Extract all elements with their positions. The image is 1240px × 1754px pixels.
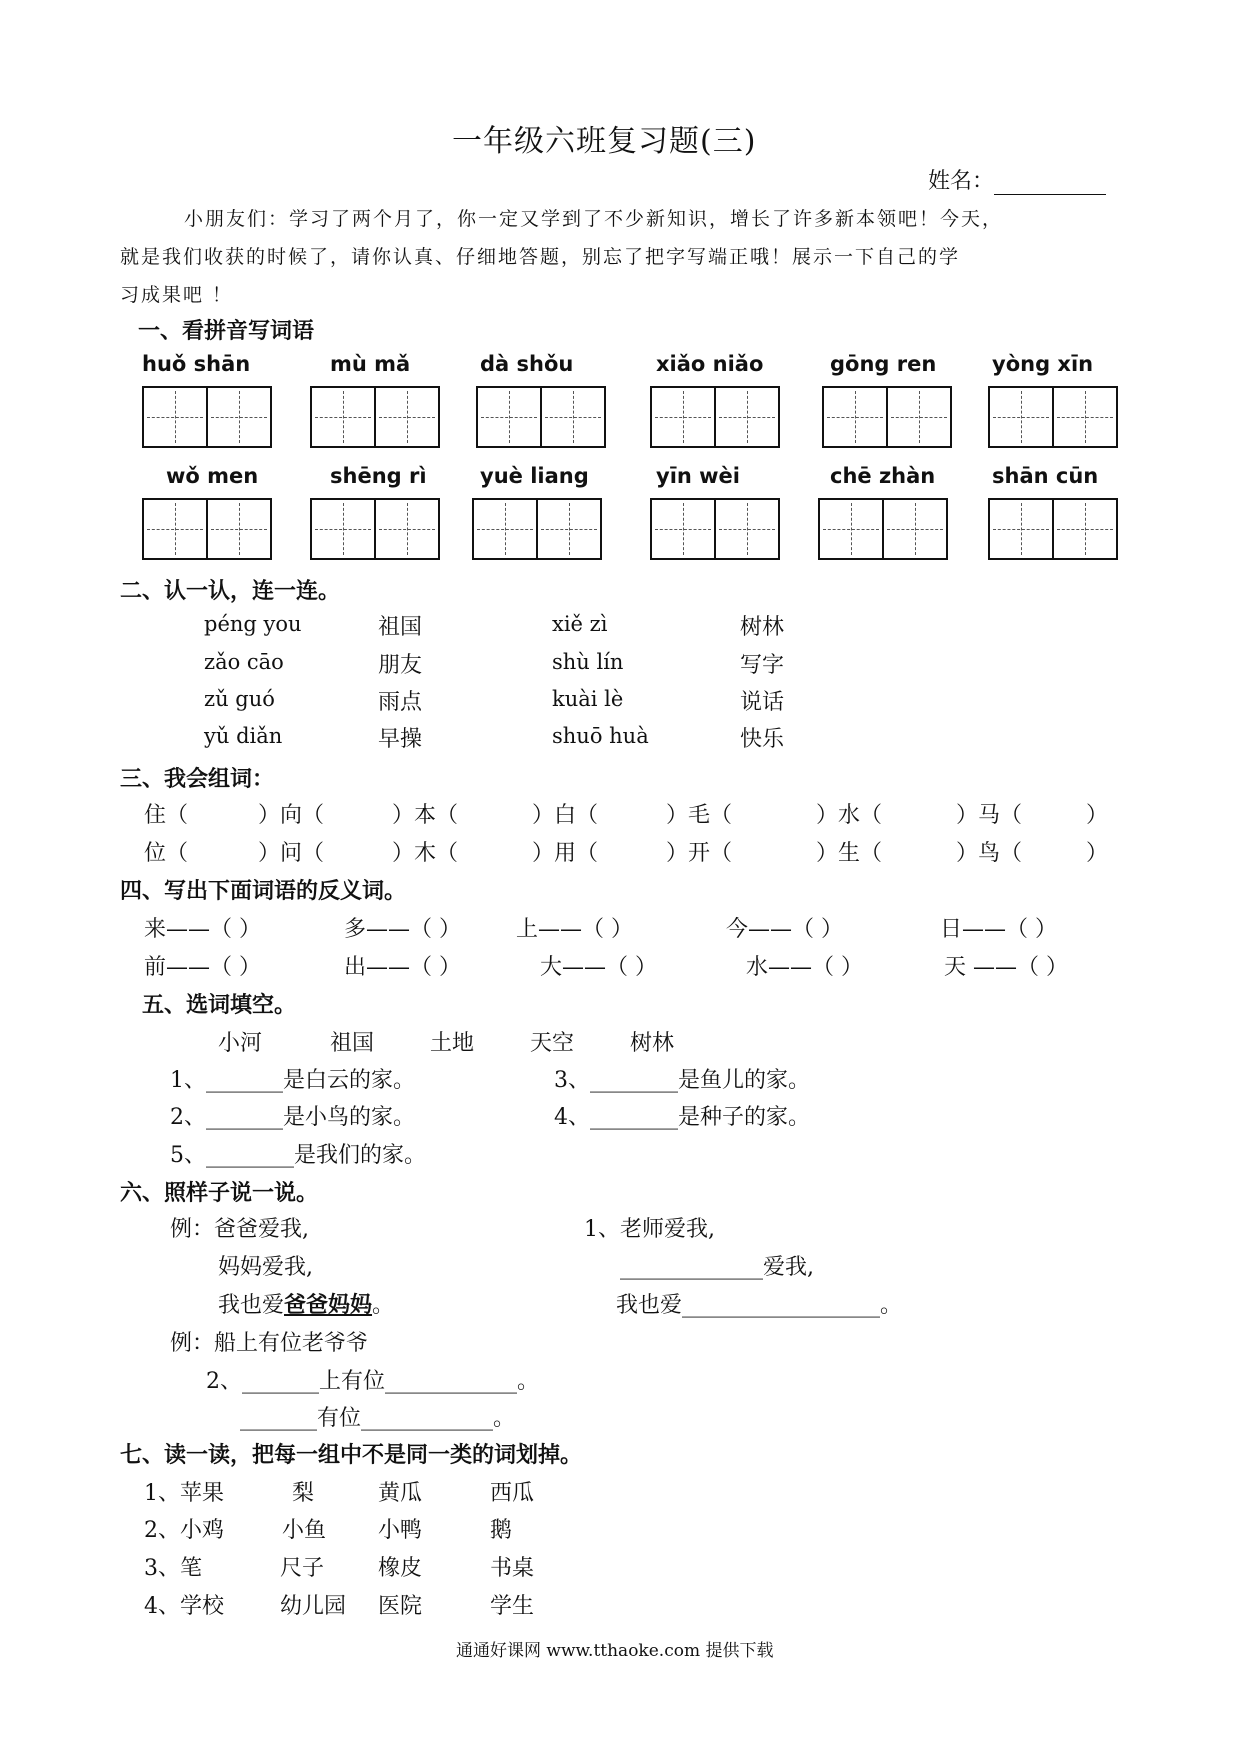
fill-question-4[interactable]: 4、________是种子的家。 [554, 1105, 810, 1130]
word-build-item: ）用（ [532, 841, 599, 866]
example-end: 。 [372, 1293, 395, 1318]
writing-grid[interactable] [988, 386, 1118, 448]
section-6-heading: 六、照样子说一说。 [120, 1181, 319, 1206]
writing-grid[interactable] [142, 386, 272, 448]
match-word: 树林 [740, 615, 785, 640]
choice-word: 天空 [530, 1031, 575, 1056]
section-3-heading: 三、我会组词： [120, 767, 275, 792]
antonym-item: 水——（ ） [746, 955, 863, 980]
antonym-item: 前——（ ） [144, 955, 261, 980]
word-build-item: ）白（ [532, 803, 599, 828]
group-item[interactable]: 医院 [378, 1594, 423, 1619]
choice-word: 土地 [430, 1031, 475, 1056]
exercise-blank-line[interactable]: 2、_______上有位____________。 [206, 1369, 539, 1394]
match-pinyin: yǔ diǎn [204, 724, 283, 748]
match-pinyin: shù lín [552, 650, 624, 674]
fill-question-5[interactable]: 5、________是我们的家。 [170, 1143, 426, 1168]
pinyin-2-4: yīn wèi [656, 464, 740, 488]
match-word: 快乐 [740, 727, 785, 752]
intro-line-2: 就是我们收获的时候了，请你认真、仔细地答题，别忘了把字写端正哦！展示一下自己的学 [120, 246, 961, 268]
pinyin-2-5: chē zhàn [830, 464, 936, 488]
word-build-item: ）问（ [258, 841, 325, 866]
match-word: 祖国 [378, 615, 423, 640]
match-word: 朋友 [378, 653, 423, 678]
writing-grid[interactable] [650, 498, 780, 560]
match-word: 早操 [378, 727, 423, 752]
exercise-blank-line[interactable]: _____________爱我, [620, 1255, 814, 1280]
antonym-item: 上——（ ） [516, 917, 633, 942]
section-7-heading: 七、读一读，把每一组中不是同一类的词划掉。 [120, 1443, 583, 1468]
antonym-item: 天 ——（ ） [944, 955, 1068, 980]
choice-word: 小河 [218, 1031, 263, 1056]
writing-grid[interactable] [818, 498, 948, 560]
match-word: 写字 [740, 653, 785, 678]
example-line: 例：爸爸爱我, [170, 1217, 309, 1242]
word-build-item: ）本（ [392, 803, 459, 828]
word-build-item: ）向（ [258, 803, 325, 828]
section-1-heading: 一、看拼音写词语 [138, 319, 315, 344]
group-item[interactable]: 幼儿园 [280, 1594, 347, 1619]
word-build-item: ）鸟（ [956, 841, 1023, 866]
match-pinyin: shuō huà [552, 724, 649, 748]
group-item[interactable]: 3、笔 [144, 1556, 202, 1581]
writing-grid[interactable] [822, 386, 952, 448]
group-item[interactable]: 西瓜 [490, 1481, 535, 1506]
word-build-item: ） [1086, 841, 1109, 866]
group-item[interactable]: 黄瓜 [378, 1481, 423, 1506]
example-line: 例：船上有位老爷爷 [170, 1331, 369, 1356]
example-line [218, 1288, 394, 1319]
writing-grid[interactable] [472, 498, 602, 560]
example-emphasis: 爸爸妈妈 [284, 1292, 373, 1318]
exercise-line: 1、老师爱我, [584, 1217, 715, 1242]
writing-grid[interactable] [142, 498, 272, 560]
fill-question-2[interactable]: 2、_______是小鸟的家。 [170, 1105, 415, 1130]
name-label: 姓名： [928, 169, 995, 194]
writing-grid[interactable] [310, 498, 440, 560]
word-build-item: ）开（ [666, 841, 733, 866]
antonym-item: 大——（ ） [540, 955, 657, 980]
pinyin-1-5: gōng ren [830, 352, 937, 376]
exercise-blank-line[interactable]: _______有位____________。 [240, 1406, 516, 1431]
antonym-item: 出——（ ） [344, 955, 461, 980]
match-pinyin: zǔ guó [204, 687, 275, 711]
group-item[interactable]: 1、苹果 [144, 1481, 224, 1506]
section-5-heading: 五、选词填空。 [142, 993, 297, 1018]
word-build-item: ）毛（ [666, 803, 733, 828]
group-item[interactable]: 尺子 [280, 1556, 325, 1581]
page-title: 一年级六班复习题(三) [452, 124, 757, 159]
name-blank[interactable] [994, 172, 1106, 195]
writing-grid[interactable] [476, 386, 606, 448]
example-prefix: 我也爱 [218, 1293, 285, 1318]
intro-line-3: 习成果吧 ！ [120, 284, 234, 306]
group-item[interactable]: 梨 [292, 1481, 315, 1506]
word-build-item: ）生（ [816, 841, 883, 866]
group-item[interactable]: 学生 [490, 1594, 535, 1619]
match-word: 说话 [740, 690, 785, 715]
pinyin-1-1: huǒ shān [142, 352, 251, 376]
name-field[interactable] [928, 164, 1106, 195]
group-item[interactable]: 4、学校 [144, 1594, 224, 1619]
antonym-item: 今——（ ） [726, 917, 843, 942]
pinyin-2-2: shēng rì [330, 464, 427, 488]
pinyin-1-6: yòng xīn [992, 352, 1094, 376]
match-pinyin: zǎo cāo [204, 650, 284, 674]
pinyin-1-3: dà shǒu [480, 352, 574, 376]
word-build-item: 位（ [144, 841, 189, 866]
writing-grid[interactable] [310, 386, 440, 448]
antonym-item: 来——（ ） [144, 917, 261, 942]
exercise-blank-line[interactable]: 我也爱__________________。 [616, 1293, 903, 1318]
antonym-item: 多——（ ） [344, 917, 461, 942]
intro-line-1: 小朋友们：学习了两个月了，你一定又学到了不少新知识，增长了许多新本领吧！今天， [184, 208, 1004, 230]
group-item[interactable]: 鹅 [490, 1518, 513, 1543]
pinyin-2-3: yuè liang [480, 464, 589, 488]
page-footer: 通通好课网 www.tthaoke.com 提供下载 [456, 1641, 774, 1661]
match-word: 雨点 [378, 690, 423, 715]
pinyin-2-6: shān cūn [992, 464, 1099, 488]
writing-grid[interactable] [650, 386, 780, 448]
section-4-heading: 四、写出下面词语的反义词。 [120, 879, 407, 904]
choice-word: 树林 [630, 1031, 675, 1056]
match-pinyin: xiě zì [552, 612, 608, 636]
writing-grid[interactable] [988, 498, 1118, 560]
pinyin-1-4: xiǎo niǎo [656, 352, 764, 376]
word-build-item: ）马（ [956, 803, 1023, 828]
fill-question-1[interactable]: 1、_______是白云的家。 [170, 1068, 415, 1093]
match-pinyin: péng you [204, 612, 302, 636]
group-item[interactable]: 书桌 [490, 1556, 535, 1581]
match-pinyin: kuài lè [552, 687, 624, 711]
word-build-item: ） [1086, 803, 1109, 828]
group-item[interactable]: 橡皮 [378, 1556, 423, 1581]
group-item[interactable]: 2、小鸡 [144, 1518, 224, 1543]
section-2-heading: 二、认一认，连一连。 [120, 579, 341, 604]
word-build-item: ）木（ [392, 841, 459, 866]
choice-word: 祖国 [330, 1031, 375, 1056]
pinyin-1-2: mù mǎ [330, 352, 411, 376]
group-item[interactable]: 小鱼 [282, 1518, 327, 1543]
example-line: 妈妈爱我, [218, 1255, 313, 1280]
antonym-item: 日——（ ） [940, 917, 1057, 942]
group-item[interactable]: 小鸭 [378, 1518, 423, 1543]
word-build-item: 住（ [144, 803, 189, 828]
word-build-item: ）水（ [816, 803, 883, 828]
fill-question-3[interactable]: 3、________是鱼儿的家。 [554, 1068, 810, 1093]
pinyin-2-1: wǒ men [166, 464, 259, 488]
